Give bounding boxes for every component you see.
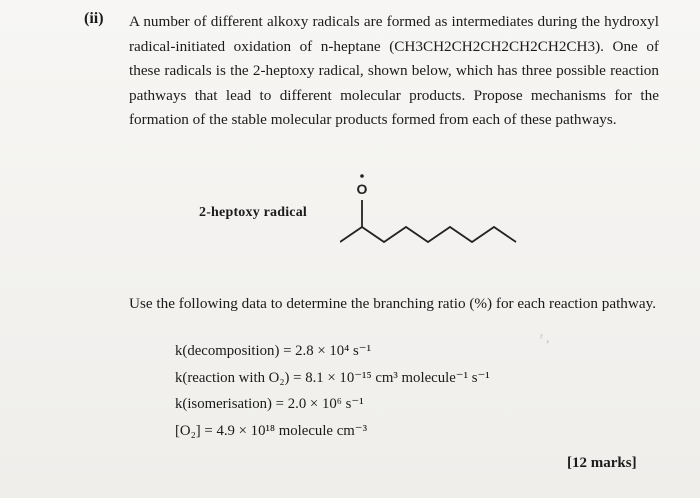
structure-label: 2-heptoxy radical — [199, 205, 308, 220]
instructions: Use the following data to determine the branching ratio (%) for each reaction pathway. — [129, 295, 656, 312]
carbon-chain — [340, 227, 516, 242]
question-paragraph — [129, 10, 659, 133]
rate-reaction-with-o2: k(reaction with O₂) = 8.1 × 10⁻¹⁵ cm³ molecule⁻¹ s⁻¹ — [175, 369, 490, 386]
oxygen-atom: O — [356, 181, 368, 197]
question-text: A number of different alkoxy radicals are formed as intermediates during the hydroxyl radical-initiated oxidation of n-heptane (CH3CH2CH2CH2CH2CH2CH3). One of these radicals is the 2-heptoxy radical, shown below, which has three possible reaction pathways that lead to different molecular products. Propose mechanisms for the formation of the stable molecular products formed from each of these pathways. — [129, 13, 659, 129]
rate-isomerisation: k(isomerisation) = 2.0 × 10⁶ s⁻¹ — [175, 396, 364, 412]
rate-data-list — [175, 338, 490, 444]
radical-dot — [360, 174, 364, 178]
rate-decomposition: k(decomposition) = 2.8 × 10⁴ s⁻¹ — [175, 343, 372, 359]
marks: [12 marks] — [567, 455, 637, 471]
stray-pen-mark: ʳ , — [540, 330, 550, 345]
o2-concentration: [O₂] = 4.9 × 10¹⁸ molecule cm⁻³ — [175, 422, 368, 439]
question-number: (ii) — [84, 10, 104, 27]
2-heptoxy-radical-structure — [340, 170, 530, 255]
